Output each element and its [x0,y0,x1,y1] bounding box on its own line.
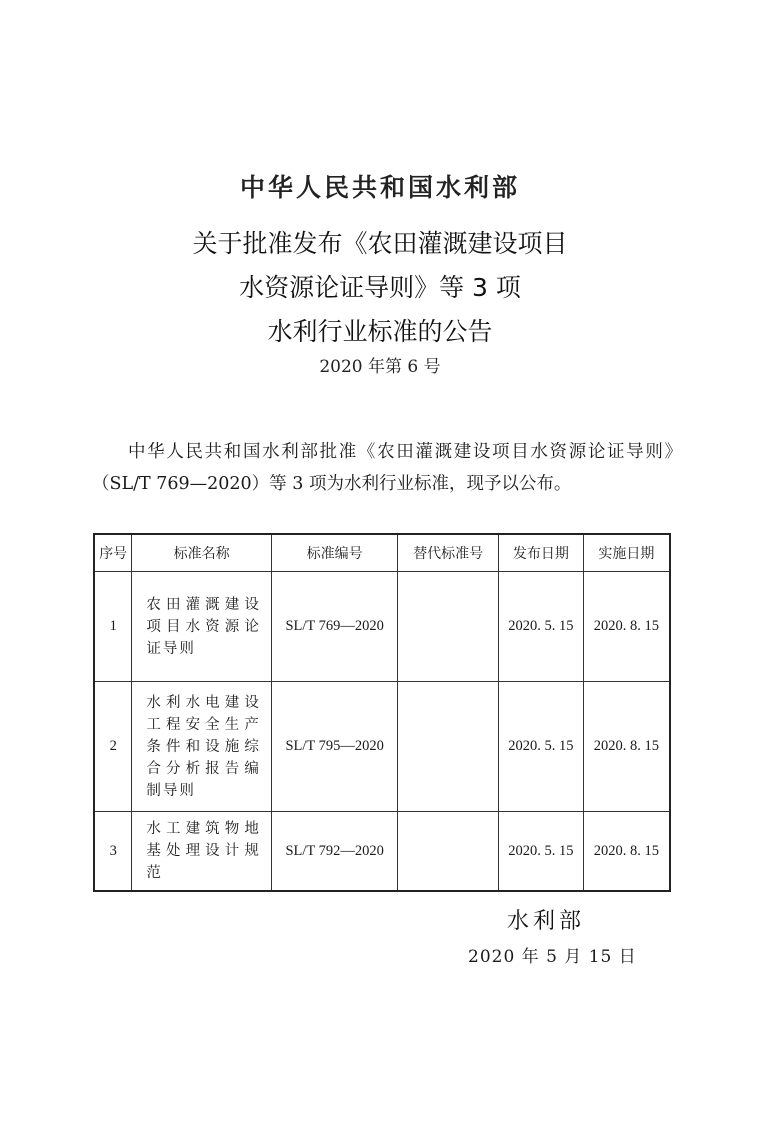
cell-replaces [398,572,499,682]
signature-authority: 水利部 [507,909,586,934]
document-number: 2020 年第 6 号 [319,357,441,377]
header-replaces: 替代标准号 [398,534,499,572]
issuing-authority: 中华人民共和国水利部 [239,173,520,202]
title-line-1: 关于批准发布《农田灌溉建设项目 [192,229,568,258]
title-line-3: 水利行业标准的公告 [267,317,493,346]
cell-no: 3 [94,812,132,892]
cell-name: 水利水电建设工程安全生产条件和设施综合分析报告编制导则 [132,682,272,812]
header-effective: 实施日期 [583,534,670,572]
table-row [94,812,670,892]
cell-name: 农田灌溉建设项目水资源论证导则 [132,572,272,682]
cell-published: 2020. 5. 15 [498,682,583,812]
cell-name: 水工建筑物地基处理设计规范 [132,812,272,892]
cell-effective: 2020. 8. 15 [583,572,670,682]
header-name: 标准名称 [132,534,272,572]
standards-table [93,533,671,892]
table-row [94,572,670,682]
cell-replaces [398,682,499,812]
cell-no: 1 [94,572,132,682]
cell-code: SL/T 792—2020 [271,812,398,892]
header-code: 标准编号 [271,534,398,572]
table-header-row [94,534,670,572]
signature-date: 2020 年 5 月 15 日 [468,947,637,967]
cell-published: 2020. 5. 15 [498,572,583,682]
cell-replaces [398,812,499,892]
cell-no: 2 [94,682,132,812]
announcement-title [0,222,760,354]
announcement-body: 中华人民共和国水利部批准《农田灌溉建设项目水资源论证导则》（SL/T 769—2020）等 3 项为水利行业标准，现予以公布。 [92,442,682,494]
table-row [94,682,670,812]
header-no: 序号 [94,534,132,572]
cell-effective: 2020. 8. 15 [583,812,670,892]
title-line-2: 水资源论证导则》等 3 项 [239,273,521,302]
header-published: 发布日期 [498,534,583,572]
cell-published: 2020. 5. 15 [498,812,583,892]
cell-effective: 2020. 8. 15 [583,682,670,812]
cell-code: SL/T 795—2020 [271,682,398,812]
cell-code: SL/T 769—2020 [271,572,398,682]
